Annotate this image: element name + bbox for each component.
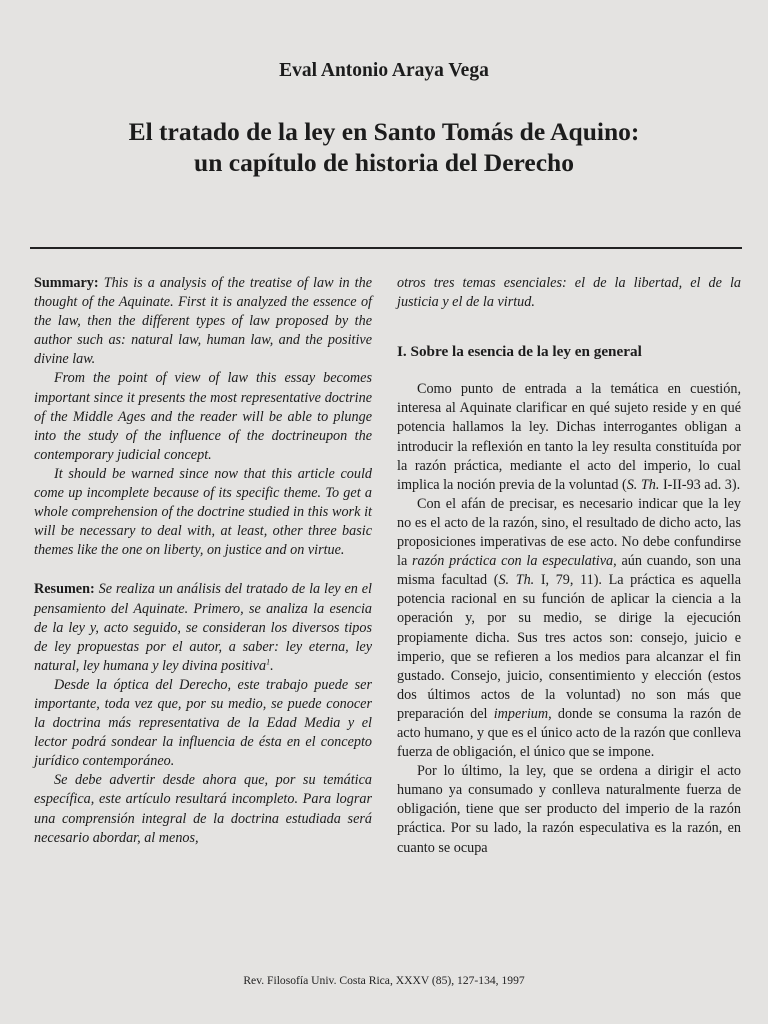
title-line-1: El tratado de la ley en Santo Tomás de Aquino:	[128, 117, 640, 146]
summary-label: Summary:	[34, 275, 99, 291]
body-paragraph-3: Por lo último, la ley, que se ordena a dirigir el acto humano ya consumado y conlleva naturalmente fuerza de obligación, tiene que ser producto del imperio de la razón práctica. Por su lado, la razón especulativa es la razón, en cuanto se ocupa	[397, 763, 741, 856]
resumen-paragraph-1: Resumen: Se realiza un análisis del tratado de la ley en el pensamiento del Aquinate. Primero, se analiza la esencia de la ley y, acto seguido, se consideran los diversos tipos de ley propuestas por el autor, a saber: ley eterna, ley natural, ley humana y ley divina positiva$^1$.	[34, 581, 373, 674]
left-column	[34, 274, 372, 848]
title-divider	[30, 247, 742, 249]
summary-paragraph-3: It should be warned since now that this article could come up incomplete because of its specific theme. To get a whole comprehension of the doctrine studied in this work it will be necessary to deal with, at least, other three basic themes like the one on liberty, on justice and on virtue.	[34, 465, 372, 559]
body-paragraph-2: Con el afán de precisar, es necesario indicar que la ley no es el acto de la razón, sino, el resultado de dicho acto, las proposiciones imperativas de ese acto. No debe confundirse la razón práctica con la especulativa, aún cuando, son una misma facultad (S. Th. I, 79, 11). La práctica es aquella potencia racional en su función de aplicar la ciencia a la operación y, por su medio, se dirige la ejecución propiamente dicha. Sus tres actos son: consejo, juicio e imperio, que se refieren a los medios para alcanzar el fin gustado. Consejo, juicio, consentimiento y elección (estos dos últimos actos de la voluntad) no son más que preparación del imperium, donde se consuma la razón de acto humano, y que es el único acto de la razón que conlleva fuerza de obligación, el único que se impone.	[397, 495, 742, 761]
resumen-paragraph-2: Desde la óptica del Derecho, este trabajo puede ser importante, toda vez que, por su medio, se puede conocer la doctrina más representativa de la Edad Media y el lector podrá sondear la influencia de ésta en el concepto jurídico contemporáneo.	[34, 676, 372, 770]
footnote-marker: 1	[266, 657, 271, 667]
journal-citation: Rev. Filosofía Univ. Costa Rica, XXXV (85), 127-134, 1997	[243, 974, 525, 987]
author-name: Eval Antonio Araya Vega	[279, 60, 489, 81]
body-paragraph-1: Como punto de entrada a la temática en cuestión, interesa al Aquinate clarificar en qué sujeto reside y en qué potencia hallamos la ley. Dichas interrogantes obligan a introducir la reflexión en tanto la ley resulta constituída por la razón práctica, mediante el acto del imperio, lo cual implica la noción previa de la voluntad (S. Th. I-II-93 ad. 3).	[397, 381, 741, 493]
summary-paragraph-1: Summary: This is a analysis of the treatise of law in the thought of the Aquinate. First it is analyzed the essence of the law, then the different types of law proposed by the author such as: natural law, human law, and the positive divine law.	[34, 275, 373, 368]
article-title	[0, 116, 768, 178]
section-heading: I. Sobre la esencia de la ley en general	[397, 343, 642, 361]
right-column	[397, 274, 741, 858]
resumen-paragraph-3-continued: otros tres temas esenciales: el de la libertad, el de la justicia y el de la virtud.	[397, 275, 741, 311]
title-line-2: un capítulo de historia del Derecho	[194, 148, 574, 177]
summary-paragraph-2: From the point of view of law this essay becomes important since it presents the most representative doctrine of the Middle Ages and the reader will be able to plunge into the study of the influence of the doctrineupon the contemporary judicial concept.	[34, 370, 372, 463]
resumen-paragraph-3: Se debe advertir desde ahora que, por su temática específica, este artículo resultará incompleto. Para lograr una comprensión integral de la doctrina estudiada será necesario abordar, al menos,	[34, 772, 372, 846]
resumen-label: Resumen:	[34, 581, 95, 598]
